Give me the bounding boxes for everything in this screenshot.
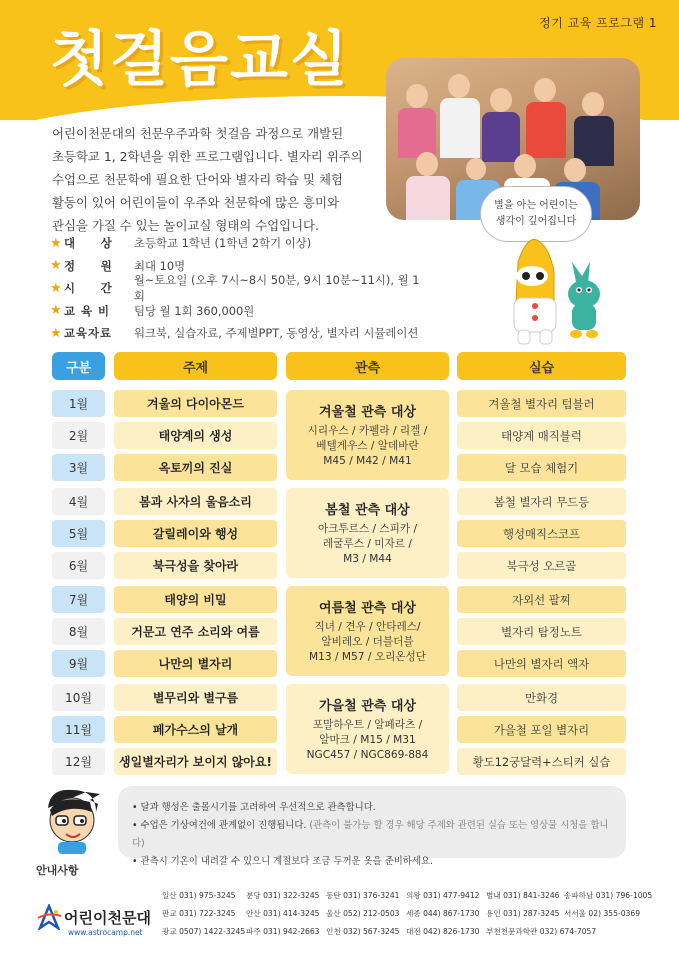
observation-line: 알비레오 / 더블더블	[321, 636, 414, 648]
contact-item: 대전 042) 826-1730	[406, 927, 480, 936]
intro-paragraph	[52, 122, 382, 237]
logo-icon	[36, 904, 62, 930]
star-icon: ★	[50, 303, 62, 319]
observation-autumn	[286, 684, 449, 774]
month-cell: 7월	[52, 586, 105, 613]
topic-cell: 거문고 연주 소리와 여름	[114, 618, 277, 645]
topic-cell: 겨울의 다이아몬드	[114, 390, 277, 417]
star-icon: ★	[50, 235, 62, 251]
info-row-materials	[50, 322, 430, 345]
month-cell: 3월	[52, 454, 105, 481]
star-icon: ★	[50, 325, 62, 341]
info-value: 팀당 월 1회 360,000원	[134, 303, 255, 318]
intro-line: 어린이천문대의 천문우주과학 첫걸음 과정으로 개발된	[52, 126, 344, 141]
month-cell: 2월	[52, 422, 105, 449]
topic-cell: 태양계의 생성	[114, 422, 277, 449]
observation-winter	[286, 390, 449, 480]
bubble-line: 별을 아는 어린이는	[494, 200, 578, 211]
observation-line: M3 / M44	[343, 553, 392, 565]
header-topic: 주제	[114, 352, 277, 380]
logo-name: 어린이천문대	[64, 909, 151, 927]
observation-line: 베텔게우스 / 알데바란	[316, 440, 419, 452]
practice-cell: 달 모습 체험기	[457, 454, 626, 481]
practice-cell: 행성매직스코프	[457, 520, 626, 547]
brand-logo	[40, 904, 160, 944]
month-cell: 8월	[52, 618, 105, 645]
intro-line: 관심을 가질 수 있는 놀이교실 형태의 수업입니다.	[52, 218, 319, 233]
practice-cell: 만화경	[457, 684, 626, 711]
intro-line: 초등학교 1, 2학년을 위한 프로그램입니다. 별자리 위주의	[52, 149, 363, 164]
notice-text: 수업은 기상여건에 관계없이 진행됩니다.	[140, 820, 307, 831]
practice-cell: 겨울철 별자리 텀블러	[457, 390, 626, 417]
info-label: 교육자료	[64, 326, 113, 341]
info-row-time	[50, 273, 430, 304]
observation-line: 포말하우트 / 알페라츠 /	[312, 719, 423, 731]
info-label: 대 상	[64, 236, 113, 251]
notice-item	[132, 817, 612, 853]
month-cell: 4월	[52, 488, 105, 515]
contact-item: 울산 052) 212-0503	[326, 909, 400, 918]
observation-line: 알마크 / M15 / M31	[319, 734, 416, 746]
mascot-illustration	[488, 232, 618, 352]
observation-title: 여름철 관측 대상	[319, 601, 416, 616]
practice-cell: 태양계 매직블럭	[457, 422, 626, 449]
observation-title: 봄철 관측 대상	[325, 503, 410, 518]
info-value: 초등학교 1학년 (1학년 2학기 이상)	[134, 236, 312, 251]
topic-cell: 태양의 비밀	[114, 586, 277, 613]
topic-cell: 갈릴레이와 행성	[114, 520, 277, 547]
contact-row	[162, 926, 662, 944]
notice-box	[118, 786, 626, 867]
topic-cell: 별무리와 별구름	[114, 684, 277, 711]
observation-line: NGC457 / NGC869-884	[306, 749, 429, 761]
contact-item: 안산 031) 414-3245	[246, 909, 320, 918]
page-title: 첫걸음교실	[50, 25, 350, 95]
practice-cell: 가을철 포일 별자리	[457, 716, 626, 743]
practice-cell: 봄철 별자리 무드등	[457, 488, 626, 515]
info-value: 월~토요일 (오후 7시~8시 50분, 9시 10분~11시), 월 1회	[133, 273, 420, 304]
observation-title: 가을철 관측 대상	[319, 699, 416, 714]
practice-cell: 북극성 오르골	[457, 552, 626, 579]
contact-item: 분당 031) 322-3245	[246, 891, 320, 900]
logo-url: www.astrocamp.net	[68, 928, 143, 937]
topic-cell: 생일별자리가 보이지 않아요!	[114, 748, 277, 775]
contact-item: 일산 031) 975-3245	[162, 891, 236, 900]
month-cell: 1월	[52, 390, 105, 417]
observation-line: M45 / M42 / M41	[323, 455, 412, 467]
contact-item: 판교 031) 722-3245	[162, 909, 236, 918]
month-cell: 10월	[52, 684, 105, 711]
month-cell: 6월	[52, 552, 105, 579]
notice-item: • 달과 행성은 출몰시기를 고려하여 우선적으로 관측합니다.	[132, 799, 612, 817]
topic-cell: 봄과 사자의 울음소리	[114, 488, 277, 515]
info-label: 정 원	[64, 258, 113, 273]
observation-line: 시리우스 / 카펠라 / 리겔 /	[307, 425, 428, 437]
info-value: 최대 10명	[134, 258, 186, 273]
observation-line: 레굴루스 / 미자르 /	[323, 538, 412, 550]
header-practice: 실습	[457, 352, 626, 380]
month-cell: 9월	[52, 650, 105, 677]
topic-cell: 북극성을 찾아라	[114, 552, 277, 579]
contact-item: 동탄 031) 376-3241	[326, 891, 400, 900]
course-info	[50, 232, 430, 345]
info-row-target	[50, 232, 430, 255]
info-label: 교 육 비	[64, 303, 110, 318]
contact-item: 송파하남 031) 796-1005	[564, 891, 653, 900]
contact-item: 광교 0507) 1422-3245	[162, 927, 246, 936]
topic-cell: 옥토끼의 진실	[114, 454, 277, 481]
contact-item: 의왕 031) 477-9412	[406, 891, 480, 900]
info-value: 워크북, 실습자료, 주제별PPT, 동영상, 별자리 시뮬레이션	[134, 326, 419, 341]
observation-summer	[286, 586, 449, 676]
observation-spring	[286, 488, 449, 578]
program-tag: 정기 교육 프로그램 1	[539, 16, 657, 30]
observation-title: 겨울철 관측 대상	[319, 405, 416, 420]
branch-contacts	[162, 890, 662, 944]
bubble-line: 생각이 깊어집니다	[495, 216, 577, 227]
info-label: 시 간	[63, 281, 113, 296]
contact-row	[162, 908, 662, 926]
header-observation: 관측	[286, 352, 449, 380]
topic-cell: 나만의 별자리	[114, 650, 277, 677]
contact-item: 세종 044) 867-1730	[406, 909, 480, 918]
star-icon: ★	[50, 280, 62, 296]
notice-character-illustration	[40, 786, 102, 854]
contact-item: 서서울 02) 355-0369	[564, 909, 641, 918]
month-cell: 12월	[52, 748, 105, 775]
contact-row	[162, 890, 662, 908]
contact-item: 부천천문과학관 032) 674-7057	[486, 927, 597, 936]
observation-line: M13 / M57 / 오리온성단	[308, 651, 427, 663]
contact-item: 용인 031) 287-3245	[486, 909, 560, 918]
notice-label: 안내사항	[36, 864, 79, 877]
notice-item: • 관측시 기온이 내려갈 수 있으니 계절보다 조금 두꺼운 옷을 준비하세요.	[132, 853, 612, 871]
month-cell: 11월	[52, 716, 105, 743]
contact-item: 파주 031) 942-2663	[246, 927, 320, 936]
practice-cell: 나만의 별자리 액자	[457, 650, 626, 677]
practice-cell: 자외선 팔찌	[457, 586, 626, 613]
month-cell: 5월	[52, 520, 105, 547]
observation-line: 아크투르스 / 스피카 /	[317, 523, 418, 535]
intro-line: 수업으로 천문학에 필요한 단어와 별자리 학습 및 체험	[52, 172, 343, 187]
notice-subtext: (관측이 불가능 할 경우 해당 주제와 관련된 실습 또는 영상물 시청을 합니다)	[132, 820, 609, 849]
topic-cell: 페가수스의 날개	[114, 716, 277, 743]
star-icon: ★	[50, 258, 62, 274]
practice-cell: 황도12궁달력+스티커 실습	[457, 748, 626, 775]
header-month: 구분	[52, 352, 105, 380]
observation-line: 직녀 / 견우 / 안타레스/	[314, 621, 421, 633]
practice-cell: 별자리 탐정노트	[457, 618, 626, 645]
contact-item: 인천 032) 567-3245	[326, 927, 400, 936]
contact-item: 별내 031) 841-3246	[486, 891, 560, 900]
intro-line: 활동이 있어 어린이들이 우주와 천문학에 많은 흥미와	[52, 195, 339, 210]
